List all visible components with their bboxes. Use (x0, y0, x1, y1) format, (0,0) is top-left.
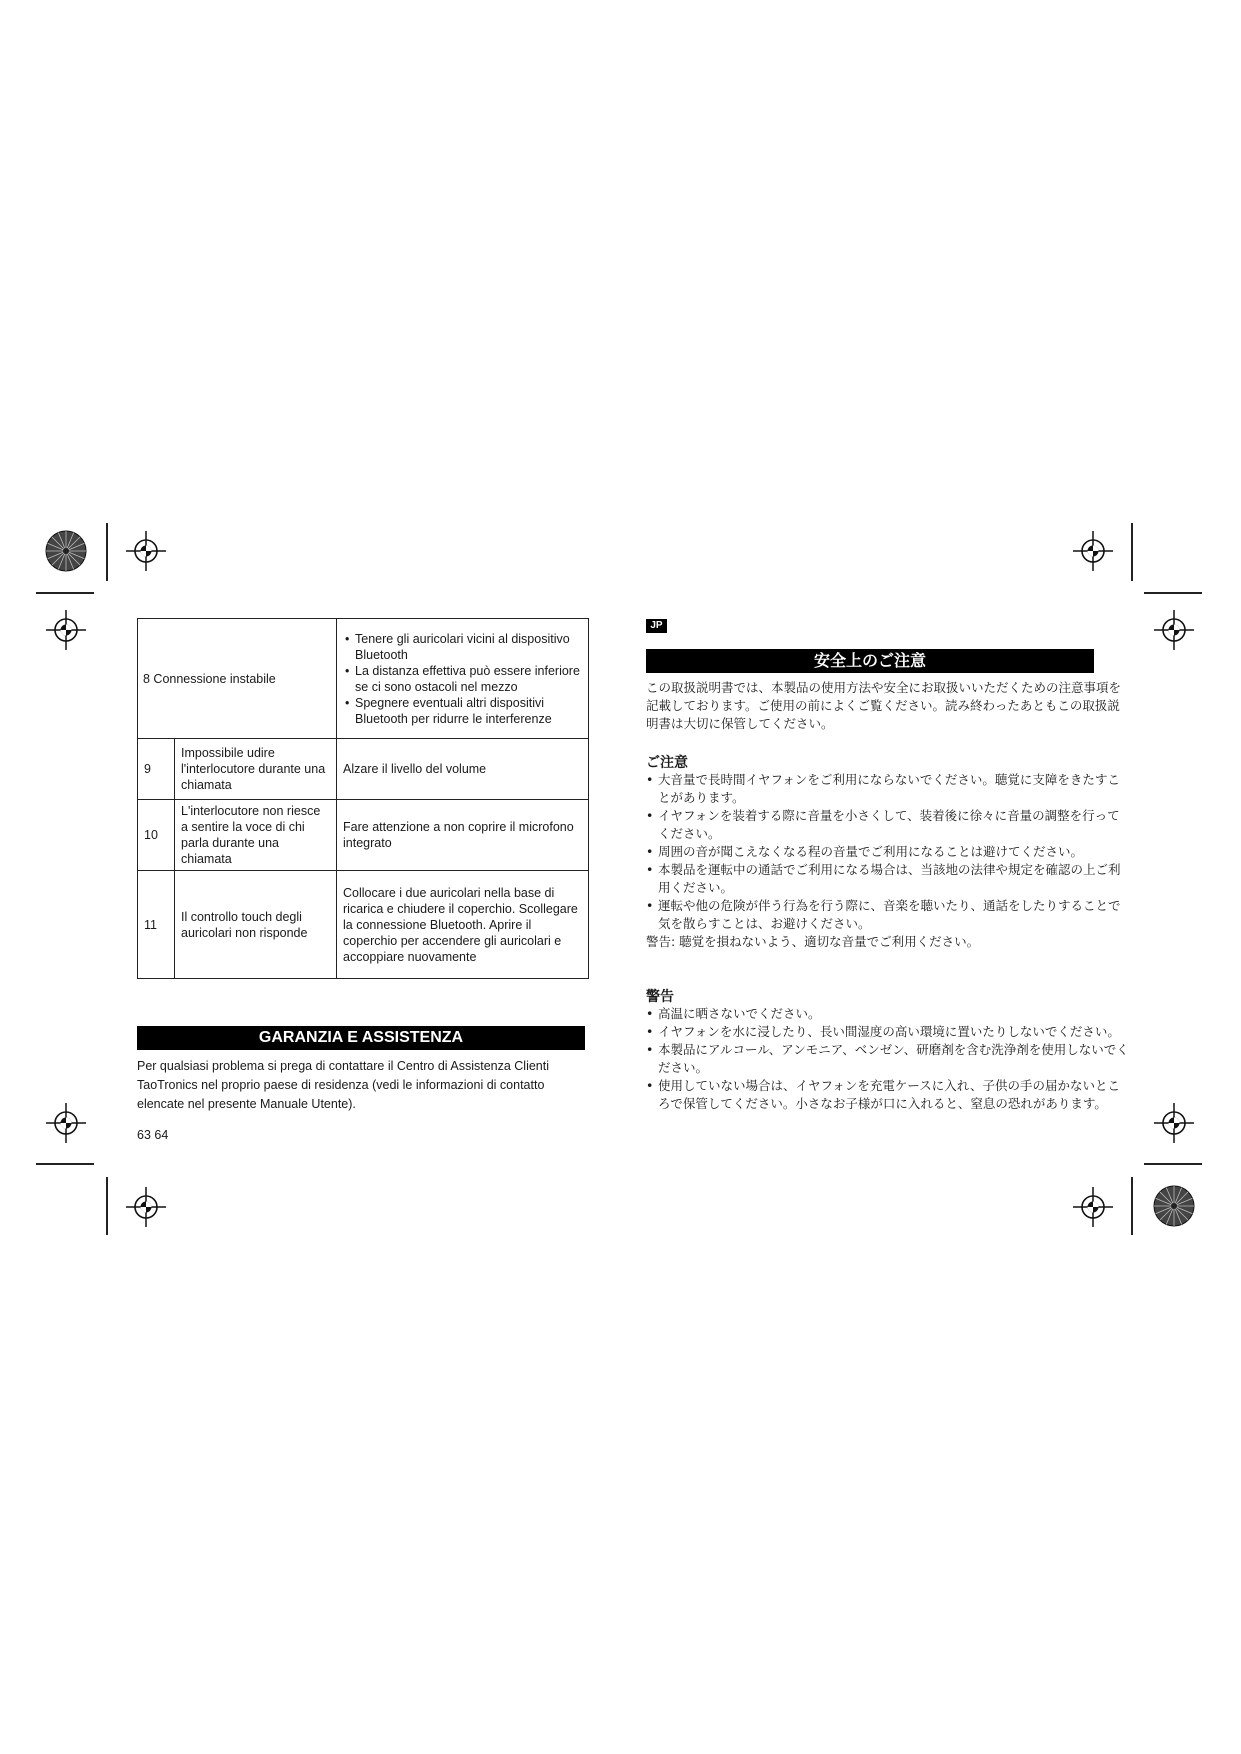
trim-mark (1144, 1163, 1202, 1165)
warranty-text: Per qualsiasi problema si prega di contattare il Centro di Assistenza Clienti TaoTronics nel proprio paese di residenza (vedi le informazioni di contatto elencate nel presente Manuale Utente). (137, 1059, 550, 1111)
language-badge: JP (646, 619, 667, 633)
table-cell-solution: Collocare i due auricolari nella base di ricarica e chiudere il coperchio. Scollegare la connessione Bluetooth. Aprire il coperchio per accendere gli auricolari e accoppiare nuovamente (337, 871, 589, 979)
safety-title: 安全上のご注意 (646, 649, 1094, 673)
table-cell-number: 9 (138, 739, 175, 800)
caution-heading: ご注意 (646, 755, 688, 771)
table-row (138, 739, 589, 800)
solution-list (343, 631, 582, 727)
trim-mark (106, 1177, 108, 1235)
list-item: • イヤフォンを水に浸したり、長い間湿度の高い環境に置いたりしないでください。 (646, 1023, 1130, 1041)
table-cell-solution: Fare attenzione a non coprire il microfono integrato (337, 800, 589, 871)
table-cell-problem: L'interlocutore non riesce a sentire la voce di chi parla durante una chiamata (175, 800, 337, 871)
registration-crosshair-icon (1154, 1103, 1194, 1143)
caution-note: 警告: 聴覚を損ねないよう、適切な音量でご利用ください。 (646, 934, 980, 949)
table-row (138, 800, 589, 871)
table-cell-number: 11 (138, 871, 175, 979)
safety-intro: この取扱説明書では、本製品の使用方法や安全にお取扱いいただくための注意事項を記載しております。ご使用の前によくご覧ください。読み終わったあともこの取扱説明書は大切に保管してください。 (646, 680, 1122, 731)
list-item: • 運転や他の危険が伴う行為を行う際に、音楽を聴いたり、通話をしたりすることで気を散らすことは、お避けください。 (646, 897, 1130, 933)
registration-crosshair-icon (1073, 531, 1113, 571)
list-item: • La distanza effettiva può essere inferiore se ci sono ostacoli nel mezzo (355, 663, 582, 695)
table-cell-problem: Impossibile udire l'interlocutore durante una chiamata (175, 739, 337, 800)
registration-crosshair-icon (46, 610, 86, 650)
list-item: • Spegnere eventuali altri dispositivi Bluetooth per ridurre le interferenze (355, 695, 582, 727)
list-item: • 本製品にアルコール、アンモニア、ベンゼン、研磨剤を含む洗浄剤を使用しないでください。 (646, 1041, 1130, 1077)
trim-mark (106, 523, 108, 581)
trim-mark (1131, 523, 1133, 581)
problem-label: 8 Connessione instabile (143, 671, 276, 686)
page-numbers: 63 64 (137, 1128, 169, 1142)
trim-mark (1131, 1177, 1133, 1235)
registration-crosshair-icon (126, 1187, 166, 1227)
trim-mark (36, 1163, 94, 1165)
list-item: • イヤフォンを装着する際に音量を小さくして、装着後に徐々に音量の調整を行ってください。 (646, 807, 1130, 843)
list-item: • 使用していない場合は、イヤフォンを充電ケースに入れ、子供の手の届かないところで保管してください。小さなお子様が口に入れると、窒息の恐れがあります。 (646, 1077, 1130, 1113)
table-cell-number: 10 (138, 800, 175, 871)
table-cell-solution (337, 619, 589, 739)
warranty-heading: GARANZIA E ASSISTENZA (137, 1026, 585, 1050)
registration-crosshair-icon (46, 1103, 86, 1143)
list-item: • Tenere gli auricolari vicini al dispositivo Bluetooth (355, 631, 582, 663)
list-item: • 周囲の音が聞こえなくなる程の音量でご利用になることは避けてください。 (646, 843, 1130, 861)
troubleshooting-table (137, 618, 589, 979)
registration-starburst-icon (1153, 1185, 1195, 1227)
table-row (138, 871, 589, 979)
list-item: • 高温に晒さないでください。 (646, 1005, 1130, 1023)
list-item: • 本製品を運転中の通話でご利用になる場合は、当該地の法律や規定を確認の上ご利用ください。 (646, 861, 1130, 897)
table-row (138, 619, 589, 739)
registration-starburst-icon (45, 530, 87, 572)
table-cell-solution: Alzare il livello del volume (337, 739, 589, 800)
registration-crosshair-icon (1073, 1187, 1113, 1227)
caution-list (646, 771, 1130, 951)
table-cell-problem (138, 619, 337, 739)
table-cell-problem: Il controllo touch degli auricolari non risponde (175, 871, 337, 979)
trim-mark (1144, 592, 1202, 594)
registration-crosshair-icon (1154, 610, 1194, 650)
trim-mark (36, 592, 94, 594)
list-item: • 大音量で長時間イヤフォンをご利用にならないでください。聴覚に支障をきたすことがあります。 (646, 771, 1130, 807)
registration-crosshair-icon (126, 531, 166, 571)
warning-heading: 警告 (646, 989, 674, 1005)
warning-list (646, 1005, 1130, 1113)
